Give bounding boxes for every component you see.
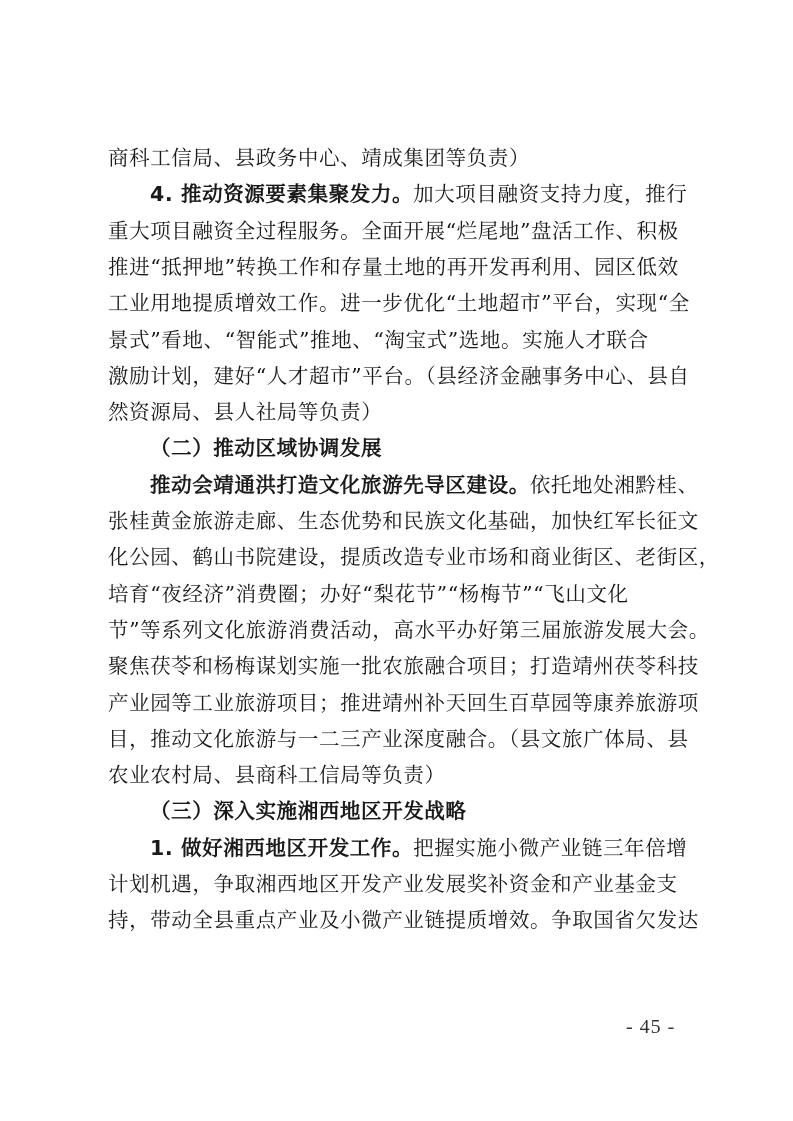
line-text: 把握实施小微产业链三年倍增 bbox=[413, 835, 688, 860]
paragraph-lead-line bbox=[150, 176, 740, 213]
body-line bbox=[108, 576, 698, 613]
line-text: 激励计划，建好“人才超市”平台。（县经济金融事务中心、县自 bbox=[108, 363, 690, 388]
body-line bbox=[108, 213, 698, 250]
line-text: 培育“夜经济”消费圈；办好“梨花节”“杨梅节”“飞山文化 bbox=[108, 581, 629, 606]
line-text: 目，推动文化旅游与一二三产业深度融合。（县文旅广体局、县 bbox=[108, 726, 689, 751]
line-text: 商科工信局、县政务中心、靖成集团等负责） bbox=[108, 146, 530, 170]
body-line bbox=[108, 757, 698, 794]
bold-lead: 推动会靖通洪打造文化旅游先导区建设。 bbox=[150, 472, 530, 497]
line-text: 节”等系列文化旅游消费活动，高水平办好第三届旅游发展大会。 bbox=[108, 617, 710, 642]
body-line bbox=[108, 140, 698, 177]
page-number: - 45 - bbox=[626, 1016, 676, 1038]
body-line bbox=[108, 322, 698, 359]
section-heading bbox=[150, 793, 740, 830]
heading-text: （三）深入实施湘西地区开发战略 bbox=[150, 799, 467, 824]
line-text: 加大项目融资支持力度，推行 bbox=[413, 182, 688, 207]
body-line bbox=[108, 249, 698, 286]
body-line bbox=[108, 503, 698, 540]
line-text: 重大项目融资全过程服务。全面开展“烂尾地”盘活工作、积极 bbox=[108, 218, 679, 243]
line-text: 推进“抵押地”转换工作和存量土地的再开发再利用、园区低效 bbox=[108, 254, 679, 279]
line-text: 聚焦茯苓和杨梅谋划实施一批农旅融合项目；打造靖州茯苓科技 bbox=[108, 654, 699, 679]
line-text: 工业用地提质增效工作。进一步优化“土地超市”平台，实现“全 bbox=[108, 291, 690, 316]
body-line bbox=[108, 685, 698, 722]
line-text: 依托地处湘黔桂、 bbox=[529, 472, 699, 497]
body-line bbox=[108, 648, 698, 685]
line-text: 然资源局、县人社局等负责） bbox=[108, 400, 383, 425]
body-line bbox=[108, 285, 698, 322]
line-text: 张桂黄金旅游走廊、生态优势和民族文化基础，加快红军长征文 bbox=[108, 509, 699, 533]
line-text: 农业农村局、县商科工信局等负责） bbox=[108, 763, 446, 788]
line-text: 产业园等工业旅游项目；推进靖州补天回生百草园等康养旅游项 bbox=[108, 690, 699, 715]
line-text: 化公园、鹤山书院建设，提质改造专业市场和商业街区、老街区， bbox=[108, 545, 720, 570]
paragraph-lead-line bbox=[150, 830, 740, 867]
paragraph-lead-line bbox=[150, 467, 740, 504]
bold-lead: 4. 推动资源要素集聚发力。 bbox=[150, 182, 414, 207]
section-heading bbox=[150, 430, 740, 467]
line-text: 计划机遇，争取湘西地区开发产业发展奖补资金和产业基金支 bbox=[108, 872, 678, 896]
body-line bbox=[108, 539, 720, 576]
body-line bbox=[108, 902, 698, 939]
line-text: 景式”看地、“智能式”推地、“淘宝式”选地。实施人才联合 bbox=[108, 327, 649, 352]
body-line bbox=[108, 358, 698, 395]
body-line bbox=[108, 866, 698, 903]
line-text: 持，带动全县重点产业及小微产业链提质增效。争取国省欠发达 bbox=[108, 908, 699, 933]
heading-text: （二）推动区域协调发展 bbox=[150, 436, 383, 461]
body-line bbox=[108, 394, 698, 431]
body-line bbox=[108, 721, 698, 758]
body-line bbox=[108, 612, 710, 649]
bold-lead: 1. 做好湘西地区开发工作。 bbox=[150, 835, 414, 860]
